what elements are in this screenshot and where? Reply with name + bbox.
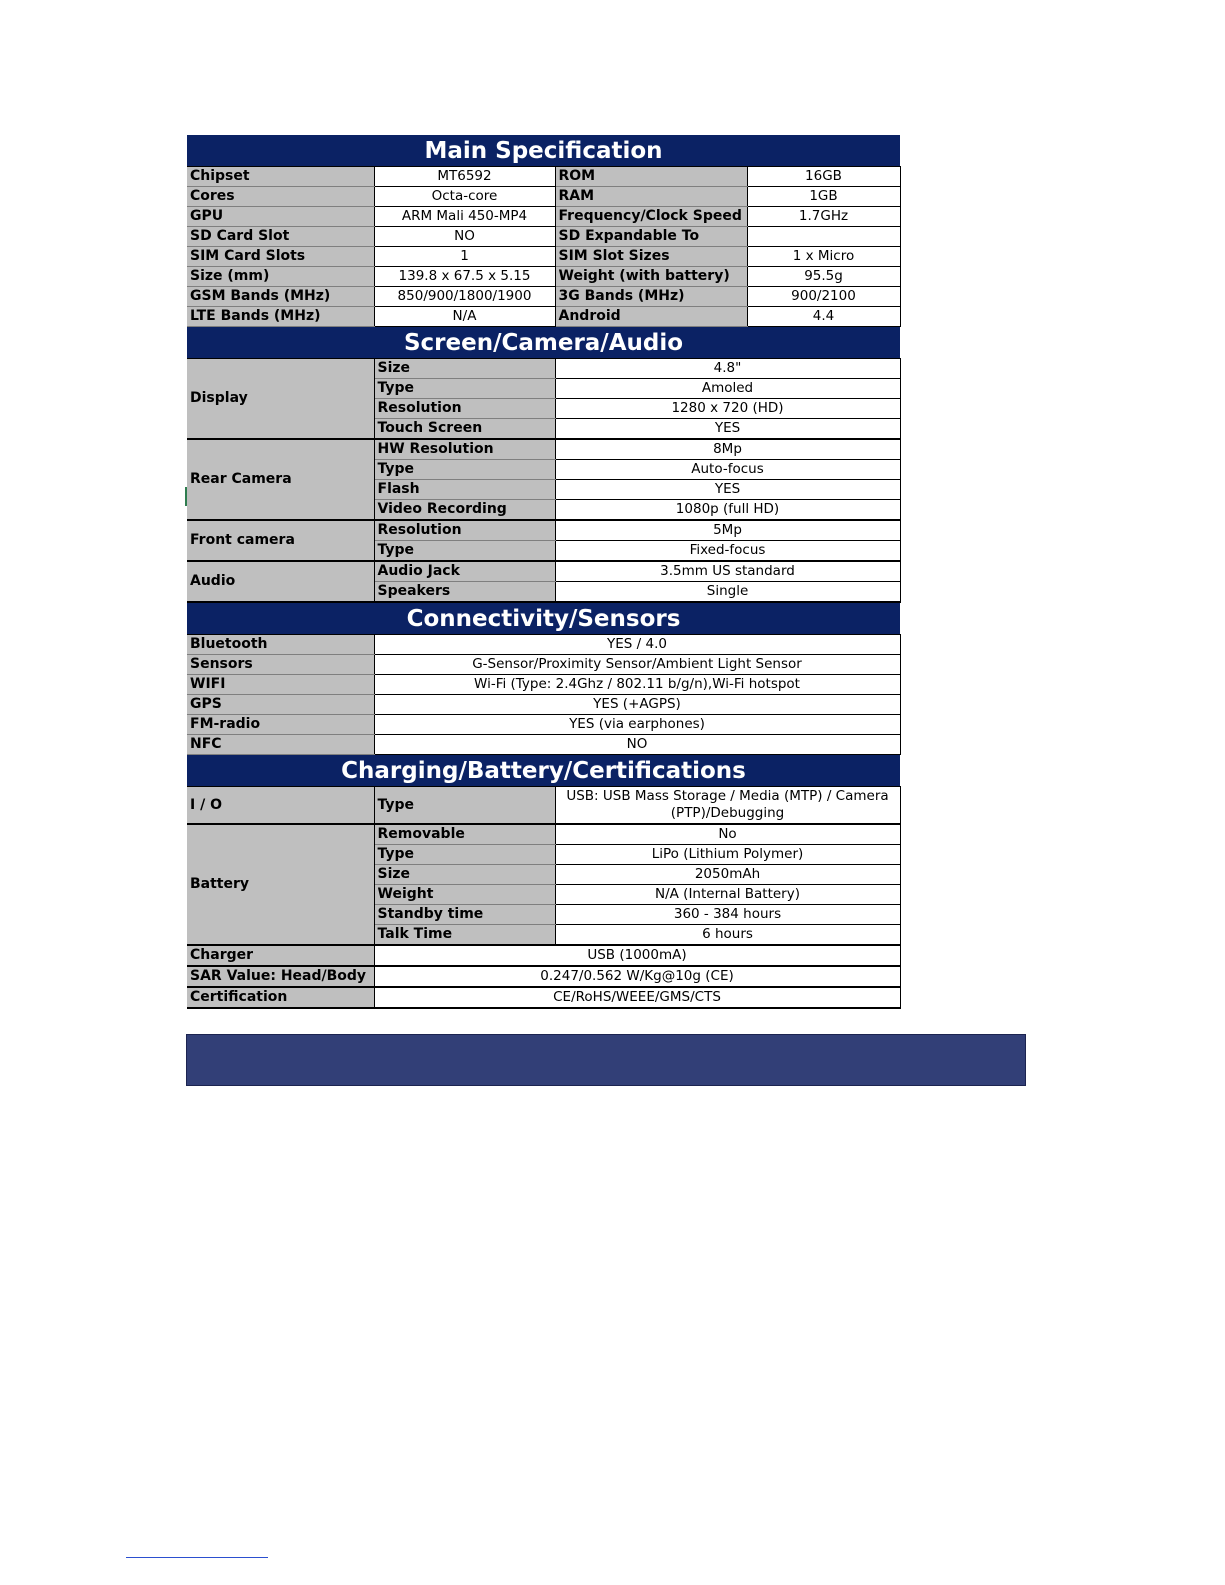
spec-label: RAM [555, 187, 747, 207]
group-label-audio: Audio [187, 561, 374, 602]
spec-label: Size (mm) [187, 267, 374, 287]
spec-row [187, 267, 900, 287]
spec-value: 16GB [747, 167, 900, 187]
spec-label: Android [555, 307, 747, 327]
spec-value: 6 hours [555, 925, 900, 946]
spec-label: Audio Jack [374, 561, 555, 582]
spec-label: Certification [187, 987, 374, 1008]
spec-value: 0.247/0.562 W/Kg@10g (CE) [374, 966, 900, 987]
spec-value: 1.7GHz [747, 207, 900, 227]
spec-label: Chipset [187, 167, 374, 187]
spec-label: NFC [187, 735, 374, 755]
spec-value: 1 [374, 247, 555, 267]
spec-value: 139.8 x 67.5 x 5.15 [374, 267, 555, 287]
spec-value: 8Mp [555, 439, 900, 460]
spec-label: SD Expandable To [555, 227, 747, 247]
spec-label: Cores [187, 187, 374, 207]
spec-label: Type [374, 379, 555, 399]
spec-label: Video Recording [374, 500, 555, 521]
spec-row [187, 635, 900, 655]
cell-selection-mark [185, 487, 187, 506]
spec-row [187, 187, 900, 207]
spec-value: 1080p (full HD) [555, 500, 900, 521]
spec-label: Sensors [187, 655, 374, 675]
spec-value: YES / 4.0 [374, 635, 900, 655]
spec-row [187, 439, 900, 460]
spec-label: GPU [187, 207, 374, 227]
spec-row [187, 287, 900, 307]
spec-label: Type [374, 787, 555, 825]
group-label-io: I / O [187, 787, 374, 825]
spec-row [187, 735, 900, 755]
spec-value: 1GB [747, 187, 900, 207]
spec-row [187, 655, 900, 675]
section-header-charging: Charging/Battery/Certifications [187, 755, 900, 787]
spec-label: GPS [187, 695, 374, 715]
spec-label: Type [374, 460, 555, 480]
spec-label: WIFI [187, 675, 374, 695]
spec-label: 3G Bands (MHz) [555, 287, 747, 307]
spec-value: 4.8" [555, 359, 900, 379]
spec-label: Flash [374, 480, 555, 500]
spec-label: Removable [374, 824, 555, 845]
group-label-rear-camera: Rear Camera [187, 439, 374, 520]
spec-value: Fixed-focus [555, 541, 900, 562]
spec-row [187, 675, 900, 695]
spec-label: GSM Bands (MHz) [187, 287, 374, 307]
spec-value: NO [374, 735, 900, 755]
spec-label: Resolution [374, 399, 555, 419]
spec-label: Type [374, 845, 555, 865]
spec-row [187, 824, 900, 845]
section-header-connectivity: Connectivity/Sensors [187, 602, 900, 635]
spec-label: HW Resolution [374, 439, 555, 460]
spec-value: 360 - 384 hours [555, 905, 900, 925]
spec-row [187, 987, 900, 1008]
section-header-main: Main Specification [187, 135, 900, 167]
spec-value: Wi-Fi (Type: 2.4Ghz / 802.11 b/g/n),Wi-Fi hotspot [374, 675, 900, 695]
spec-label: Speakers [374, 582, 555, 603]
group-label-battery: Battery [187, 824, 374, 945]
spec-label: Size [374, 865, 555, 885]
specification-table [187, 135, 901, 1009]
spec-value: 95.5g [747, 267, 900, 287]
spec-row [187, 561, 900, 582]
blue-banner [186, 1034, 1026, 1086]
spec-value: G-Sensor/Proximity Sensor/Ambient Light Sensor [374, 655, 900, 675]
spec-label: SD Card Slot [187, 227, 374, 247]
spec-label: SIM Slot Sizes [555, 247, 747, 267]
spec-label: Type [374, 541, 555, 562]
spec-value: MT6592 [374, 167, 555, 187]
spec-value: YES [555, 480, 900, 500]
spec-value: NO [374, 227, 555, 247]
spec-label: Size [374, 359, 555, 379]
spec-row [187, 966, 900, 987]
footer-link-underline [126, 1557, 268, 1558]
spec-row [187, 695, 900, 715]
spec-label: Weight [374, 885, 555, 905]
spec-row [187, 247, 900, 267]
spec-value: Amoled [555, 379, 900, 399]
spec-row [187, 227, 900, 247]
spec-value: Auto-focus [555, 460, 900, 480]
spec-row [187, 787, 900, 825]
spec-value: N/A (Internal Battery) [555, 885, 900, 905]
spec-value: 1280 x 720 (HD) [555, 399, 900, 419]
spec-value: ARM Mali 450-MP4 [374, 207, 555, 227]
spec-value: YES (+AGPS) [374, 695, 900, 715]
spec-row [187, 520, 900, 541]
spec-value: N/A [374, 307, 555, 327]
spec-value: Octa-core [374, 187, 555, 207]
spec-value: 850/900/1800/1900 [374, 287, 555, 307]
spec-value: 2050mAh [555, 865, 900, 885]
spec-row [187, 945, 900, 966]
spec-label: Charger [187, 945, 374, 966]
spec-value: YES (via earphones) [374, 715, 900, 735]
spec-label: FM-radio [187, 715, 374, 735]
spec-label: Standby time [374, 905, 555, 925]
group-label-front-camera: Front camera [187, 520, 374, 561]
spec-value: Single [555, 582, 900, 603]
spec-label: SAR Value: Head/Body [187, 966, 374, 987]
spec-row [187, 715, 900, 735]
spec-value: 900/2100 [747, 287, 900, 307]
spec-value [747, 227, 900, 247]
spec-row [187, 307, 900, 327]
spec-label: ROM [555, 167, 747, 187]
spec-value: YES [555, 419, 900, 440]
spec-value: 3.5mm US standard [555, 561, 900, 582]
spec-label: Touch Screen [374, 419, 555, 440]
spec-value: No [555, 824, 900, 845]
spec-label: LTE Bands (MHz) [187, 307, 374, 327]
spec-value: LiPo (Lithium Polymer) [555, 845, 900, 865]
spec-label: Bluetooth [187, 635, 374, 655]
group-label-display: Display [187, 359, 374, 440]
spec-value: 1 x Micro [747, 247, 900, 267]
spec-value: 5Mp [555, 520, 900, 541]
spec-label: Talk Time [374, 925, 555, 946]
section-header-screen: Screen/Camera/Audio [187, 327, 900, 359]
spec-row [187, 359, 900, 379]
spec-value: 4.4 [747, 307, 900, 327]
spec-row [187, 167, 900, 187]
spec-label: Weight (with battery) [555, 267, 747, 287]
spec-label: Resolution [374, 520, 555, 541]
spec-row [187, 207, 900, 227]
spec-value: USB: USB Mass Storage / Media (MTP) / Camera (PTP)/Debugging [555, 787, 900, 825]
spec-label: SIM Card Slots [187, 247, 374, 267]
spec-value: CE/RoHS/WEEE/GMS/CTS [374, 987, 900, 1008]
spec-value: USB (1000mA) [374, 945, 900, 966]
spec-label: Frequency/Clock Speed [555, 207, 747, 227]
